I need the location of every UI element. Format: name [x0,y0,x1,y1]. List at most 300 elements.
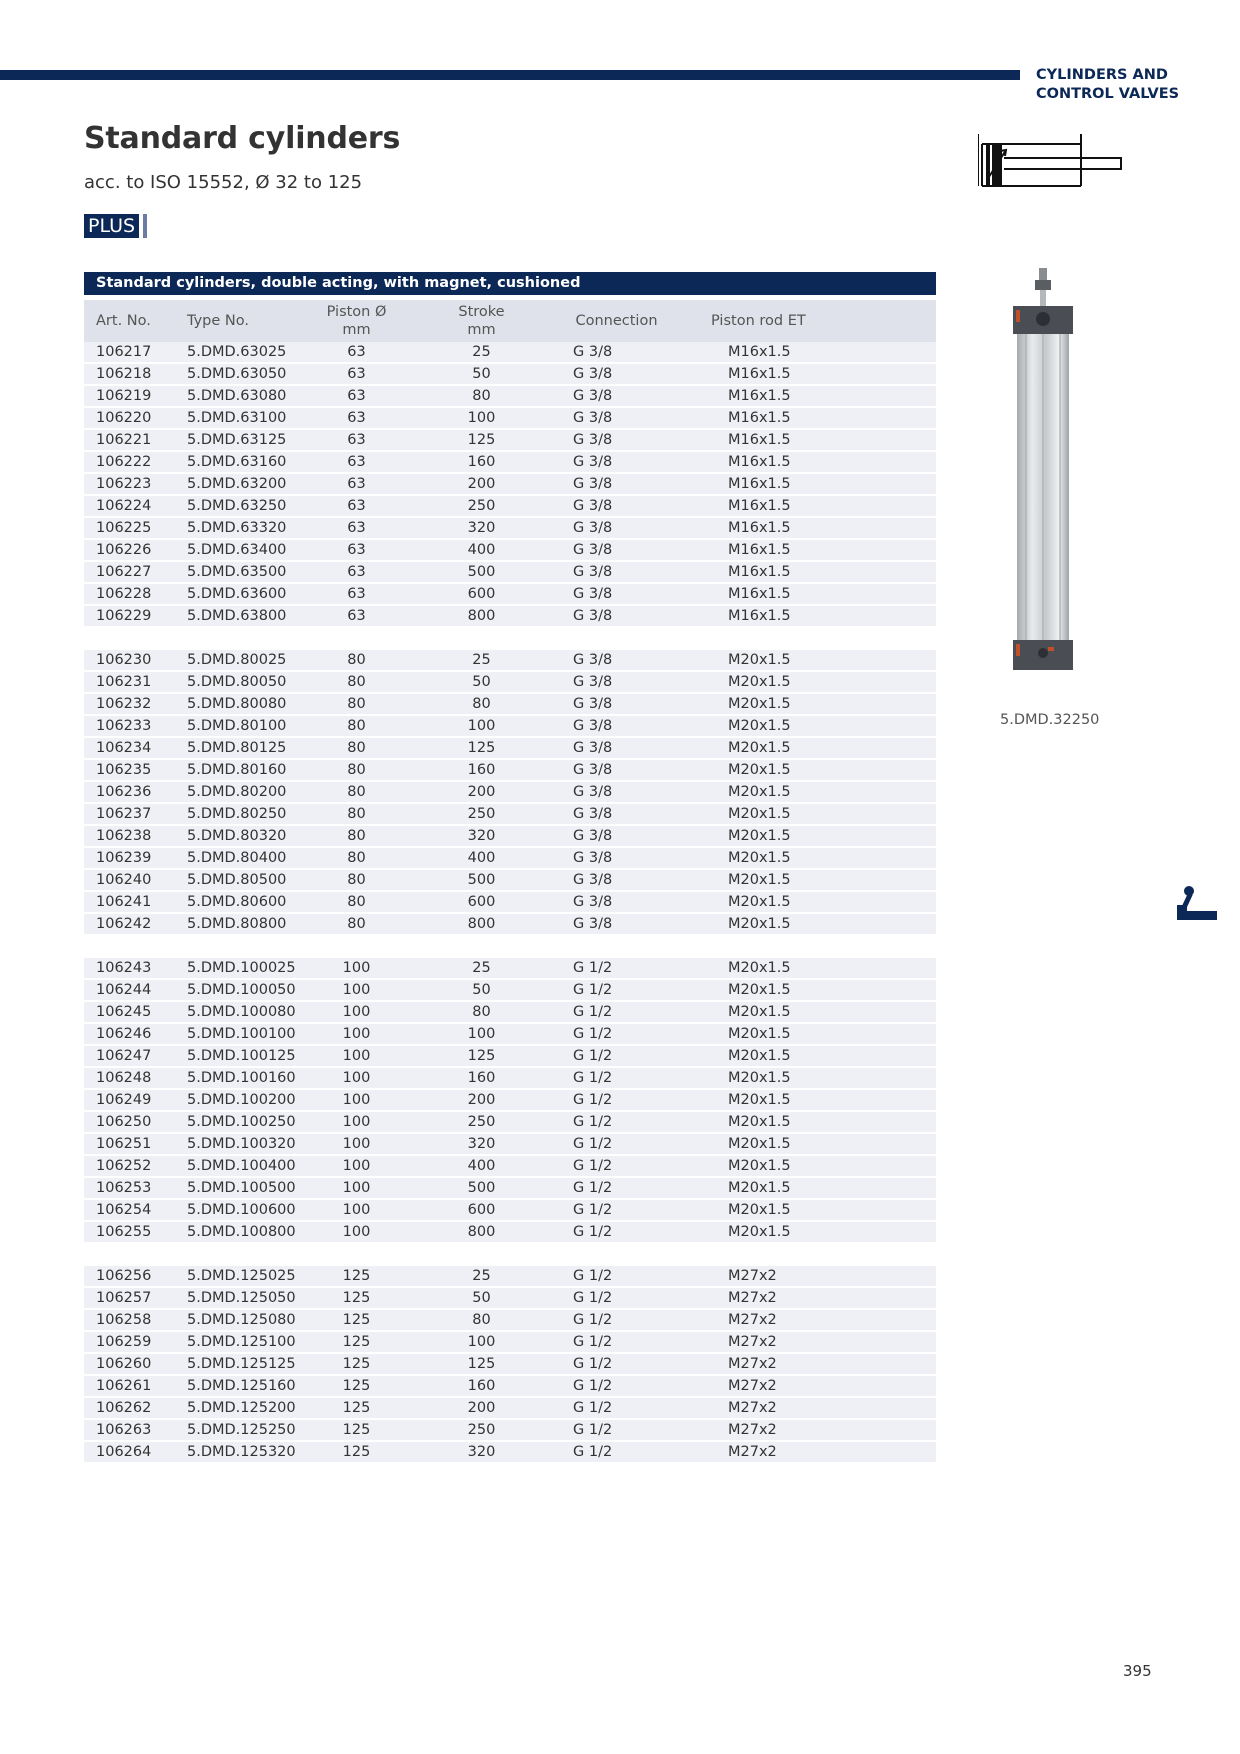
cell-piston-rod: M20x1.5 [689,1068,936,1090]
cell-piston-rod: M16x1.5 [689,430,936,452]
cell-connection: G 1/2 [544,1398,689,1420]
col-header-piston-rod: Piston rod ET [689,295,936,342]
table-row [84,1222,936,1244]
cell-piston-diameter: 100 [294,1222,419,1244]
col-header-piston [294,295,419,342]
cell-type-no: 5.DMD.100400 [179,1156,294,1178]
cell-connection: G 3/8 [544,496,689,518]
col-header-art-no: Art. No. [84,295,179,342]
cell-piston-diameter: 63 [294,496,419,518]
cell-type-no: 5.DMD.63160 [179,452,294,474]
cell-stroke: 160 [419,452,544,474]
cell-art-no: 106221 [84,430,179,452]
table-row [84,364,936,386]
table-row [84,1178,936,1200]
table-row [84,738,936,760]
col-header-piston-line2: mm [342,322,371,338]
cell-piston-diameter: 80 [294,870,419,892]
table-row [84,716,936,738]
cell-piston-rod: M27x2 [689,1288,936,1310]
cell-connection: G 1/2 [544,1288,689,1310]
table-row [84,496,936,518]
cell-stroke: 160 [419,760,544,782]
cell-piston-rod: M20x1.5 [689,980,936,1002]
cell-type-no: 5.DMD.100050 [179,980,294,1002]
cell-stroke: 160 [419,1376,544,1398]
cell-type-no: 5.DMD.100320 [179,1134,294,1156]
cell-piston-rod: M27x2 [689,1376,936,1398]
cell-connection: G 3/8 [544,474,689,496]
cell-connection: G 3/8 [544,342,689,364]
cell-stroke: 50 [419,672,544,694]
cell-stroke: 500 [419,870,544,892]
cell-piston-diameter: 100 [294,1200,419,1222]
cell-connection: G 3/8 [544,804,689,826]
table-row [84,672,936,694]
cell-connection: G 3/8 [544,738,689,760]
cell-stroke: 200 [419,1398,544,1420]
cell-type-no: 5.DMD.80100 [179,716,294,738]
cell-art-no: 106258 [84,1310,179,1332]
cell-art-no: 106249 [84,1090,179,1112]
cell-type-no: 5.DMD.80250 [179,804,294,826]
table-row [84,870,936,892]
cell-stroke: 800 [419,1222,544,1244]
cell-piston-rod: M16x1.5 [689,606,936,628]
cell-type-no: 5.DMD.125050 [179,1288,294,1310]
plus-badge-label: PLUS [84,214,139,238]
cell-piston-diameter: 63 [294,342,419,364]
cell-piston-rod: M20x1.5 [689,716,936,738]
table-row [84,1288,936,1310]
cell-type-no: 5.DMD.100160 [179,1068,294,1090]
table-row [84,452,936,474]
table-row [84,606,936,628]
cell-piston-diameter: 125 [294,1376,419,1398]
cell-connection: G 1/2 [544,1266,689,1288]
page-subtitle: acc. to ISO 15552, Ø 32 to 125 [84,172,363,193]
plus-badge [84,214,147,238]
table-body [84,342,936,1464]
cell-type-no: 5.DMD.100100 [179,1024,294,1046]
cell-connection: G 1/2 [544,1068,689,1090]
cell-piston-diameter: 63 [294,518,419,540]
cell-piston-rod: M20x1.5 [689,1200,936,1222]
cell-connection: G 1/2 [544,1134,689,1156]
cell-stroke: 25 [419,1266,544,1288]
cell-piston-rod: M16x1.5 [689,452,936,474]
table-row [84,914,936,936]
table-row [84,386,936,408]
cell-piston-rod: M20x1.5 [689,1112,936,1134]
cell-piston-rod: M20x1.5 [689,1178,936,1200]
cell-piston-diameter: 125 [294,1288,419,1310]
cell-piston-diameter: 63 [294,386,419,408]
cell-type-no: 5.DMD.100600 [179,1200,294,1222]
cell-piston-rod: M16x1.5 [689,496,936,518]
product-table [84,295,936,1464]
cell-piston-diameter: 80 [294,760,419,782]
cell-type-no: 5.DMD.125100 [179,1332,294,1354]
cell-piston-rod: M20x1.5 [689,1156,936,1178]
cell-piston-diameter: 80 [294,782,419,804]
cell-art-no: 106220 [84,408,179,430]
cell-stroke: 400 [419,1156,544,1178]
cell-type-no: 5.DMD.80080 [179,694,294,716]
cell-art-no: 106260 [84,1354,179,1376]
cell-piston-diameter: 100 [294,1090,419,1112]
cell-piston-rod: M20x1.5 [689,870,936,892]
cell-type-no: 5.DMD.63400 [179,540,294,562]
cell-stroke: 125 [419,1354,544,1376]
cell-type-no: 5.DMD.63100 [179,408,294,430]
cell-art-no: 106229 [84,606,179,628]
cell-stroke: 320 [419,518,544,540]
cell-piston-rod: M20x1.5 [689,782,936,804]
cell-piston-diameter: 100 [294,1068,419,1090]
cell-piston-rod: M16x1.5 [689,584,936,606]
cell-type-no: 5.DMD.80800 [179,914,294,936]
cell-stroke: 25 [419,342,544,364]
cell-connection: G 1/2 [544,1200,689,1222]
cell-piston-rod: M27x2 [689,1354,936,1376]
cell-stroke: 400 [419,848,544,870]
cell-connection: G 1/2 [544,1090,689,1112]
cell-art-no: 106253 [84,1178,179,1200]
cell-art-no: 106222 [84,452,179,474]
cell-stroke: 80 [419,1310,544,1332]
cell-type-no: 5.DMD.63080 [179,386,294,408]
cell-type-no: 5.DMD.80025 [179,650,294,672]
table-row [84,1354,936,1376]
cell-piston-diameter: 63 [294,364,419,386]
cell-connection: G 3/8 [544,826,689,848]
cell-piston-diameter: 100 [294,1156,419,1178]
cell-art-no: 106259 [84,1332,179,1354]
cell-stroke: 200 [419,474,544,496]
col-header-type-no: Type No. [179,295,294,342]
table-row [84,540,936,562]
table-row [84,1134,936,1156]
cell-connection: G 3/8 [544,584,689,606]
cell-type-no: 5.DMD.100500 [179,1178,294,1200]
cell-stroke: 50 [419,1288,544,1310]
cell-type-no: 5.DMD.63050 [179,364,294,386]
cell-stroke: 320 [419,1134,544,1156]
cell-type-no: 5.DMD.125025 [179,1266,294,1288]
cell-type-no: 5.DMD.80500 [179,870,294,892]
cell-piston-rod: M20x1.5 [689,1002,936,1024]
table-row [84,1002,936,1024]
cell-piston-rod: M20x1.5 [689,958,936,980]
cell-stroke: 100 [419,716,544,738]
cell-connection: G 1/2 [544,1222,689,1244]
cell-connection: G 1/2 [544,980,689,1002]
cell-stroke: 600 [419,584,544,606]
cell-art-no: 106231 [84,672,179,694]
cell-stroke: 125 [419,738,544,760]
col-header-stroke [419,295,544,342]
cell-connection: G 3/8 [544,892,689,914]
col-header-piston-line1: Piston Ø [326,304,387,320]
cell-type-no: 5.DMD.80400 [179,848,294,870]
cell-piston-rod: M20x1.5 [689,1090,936,1112]
section-label [1036,66,1236,104]
cell-piston-rod: M16x1.5 [689,386,936,408]
cell-art-no: 106252 [84,1156,179,1178]
cell-piston-diameter: 125 [294,1442,419,1464]
table-row [84,430,936,452]
cell-piston-rod: M27x2 [689,1310,936,1332]
cell-piston-rod: M20x1.5 [689,1134,936,1156]
cell-art-no: 106251 [84,1134,179,1156]
table-row [84,1156,936,1178]
cell-piston-rod: M20x1.5 [689,892,936,914]
cell-piston-rod: M16x1.5 [689,474,936,496]
cell-art-no: 106261 [84,1376,179,1398]
plus-badge-bar [143,214,147,238]
cell-piston-diameter: 63 [294,430,419,452]
cell-piston-diameter: 125 [294,1354,419,1376]
cell-art-no: 106247 [84,1046,179,1068]
product-table-section [84,272,936,1464]
cell-piston-diameter: 80 [294,650,419,672]
cell-piston-diameter: 125 [294,1310,419,1332]
cell-connection: G 1/2 [544,1332,689,1354]
cell-connection: G 3/8 [544,386,689,408]
cell-connection: G 3/8 [544,672,689,694]
cell-type-no: 5.DMD.100125 [179,1046,294,1068]
cell-stroke: 125 [419,430,544,452]
page-number: 395 [1123,1662,1152,1680]
cell-piston-rod: M20x1.5 [689,1024,936,1046]
table-row [84,694,936,716]
cell-stroke: 800 [419,914,544,936]
cell-art-no: 106225 [84,518,179,540]
cell-piston-diameter: 80 [294,694,419,716]
cell-connection: G 3/8 [544,782,689,804]
table-row [84,980,936,1002]
cell-type-no: 5.DMD.100025 [179,958,294,980]
cell-connection: G 3/8 [544,914,689,936]
cell-piston-diameter: 63 [294,606,419,628]
cell-art-no: 106226 [84,540,179,562]
table-header-row [84,295,936,342]
cell-art-no: 106239 [84,848,179,870]
cell-stroke: 600 [419,892,544,914]
cell-piston-diameter: 80 [294,738,419,760]
table-row [84,1068,936,1090]
cell-art-no: 106218 [84,364,179,386]
cell-connection: G 3/8 [544,694,689,716]
cell-piston-diameter: 100 [294,1178,419,1200]
cell-type-no: 5.DMD.100800 [179,1222,294,1244]
cell-stroke: 250 [419,1112,544,1134]
cell-art-no: 106234 [84,738,179,760]
cell-piston-rod: M20x1.5 [689,914,936,936]
table-row [84,1090,936,1112]
cell-piston-diameter: 80 [294,804,419,826]
cell-piston-rod: M16x1.5 [689,540,936,562]
cylinder-product-photo [1008,268,1078,703]
photo-caption: 5.DMD.32250 [1000,712,1100,728]
col-header-connection: Connection [544,295,689,342]
cell-piston-rod: M27x2 [689,1266,936,1288]
cell-stroke: 600 [419,1200,544,1222]
cell-connection: G 1/2 [544,1156,689,1178]
cell-type-no: 5.DMD.125250 [179,1420,294,1442]
cell-art-no: 106256 [84,1266,179,1288]
group-spacer [84,628,936,650]
table-row [84,804,936,826]
group-spacer [84,1244,936,1266]
cell-stroke: 500 [419,562,544,584]
cell-stroke: 25 [419,958,544,980]
cell-art-no: 106255 [84,1222,179,1244]
cell-piston-rod: M20x1.5 [689,672,936,694]
cell-piston-rod: M16x1.5 [689,364,936,386]
cell-piston-rod: M27x2 [689,1420,936,1442]
cell-piston-diameter: 100 [294,980,419,1002]
cell-stroke: 200 [419,782,544,804]
cell-piston-diameter: 125 [294,1266,419,1288]
cell-connection: G 3/8 [544,540,689,562]
table-row [84,342,936,364]
table-row [84,1112,936,1134]
cell-art-no: 106232 [84,694,179,716]
cell-piston-rod: M20x1.5 [689,804,936,826]
table-row [84,562,936,584]
cell-art-no: 106254 [84,1200,179,1222]
cell-stroke: 80 [419,694,544,716]
cell-art-no: 106263 [84,1420,179,1442]
cell-art-no: 106246 [84,1024,179,1046]
cell-art-no: 106242 [84,914,179,936]
cell-art-no: 106224 [84,496,179,518]
cell-piston-diameter: 63 [294,452,419,474]
cell-stroke: 400 [419,540,544,562]
cell-piston-diameter: 63 [294,474,419,496]
cell-piston-diameter: 100 [294,1024,419,1046]
cell-type-no: 5.DMD.80050 [179,672,294,694]
cell-piston-rod: M20x1.5 [689,760,936,782]
cell-piston-diameter: 80 [294,892,419,914]
table-row [84,1376,936,1398]
cell-piston-diameter: 100 [294,1002,419,1024]
cell-type-no: 5.DMD.80125 [179,738,294,760]
table-row [84,1310,936,1332]
cell-piston-diameter: 63 [294,540,419,562]
cell-art-no: 106243 [84,958,179,980]
cell-type-no: 5.DMD.63600 [179,584,294,606]
cell-type-no: 5.DMD.80160 [179,760,294,782]
col-header-stroke-line2: mm [467,322,496,338]
header-bar [0,70,1020,80]
cell-art-no: 106262 [84,1398,179,1420]
cell-piston-diameter: 63 [294,408,419,430]
cell-type-no: 5.DMD.125080 [179,1310,294,1332]
table-title: Standard cylinders, double acting, with magnet, cushioned [84,272,936,295]
cell-stroke: 800 [419,606,544,628]
cell-type-no: 5.DMD.125200 [179,1398,294,1420]
table-row [84,958,936,980]
cell-art-no: 106238 [84,826,179,848]
cell-piston-rod: M27x2 [689,1398,936,1420]
cell-type-no: 5.DMD.125320 [179,1442,294,1464]
cell-art-no: 106250 [84,1112,179,1134]
cylinder-symbol-icon [978,130,1128,192]
cell-piston-diameter: 80 [294,672,419,694]
cell-stroke: 250 [419,1420,544,1442]
cell-piston-diameter: 125 [294,1398,419,1420]
cell-connection: G 3/8 [544,364,689,386]
cell-connection: G 1/2 [544,1420,689,1442]
cell-stroke: 50 [419,980,544,1002]
cell-art-no: 106241 [84,892,179,914]
cell-connection: G 3/8 [544,606,689,628]
cell-art-no: 106219 [84,386,179,408]
cell-connection: G 3/8 [544,408,689,430]
cell-connection: G 3/8 [544,452,689,474]
cell-art-no: 106245 [84,1002,179,1024]
cell-piston-rod: M16x1.5 [689,408,936,430]
cell-piston-rod: M20x1.5 [689,848,936,870]
cell-stroke: 100 [419,408,544,430]
cell-type-no: 5.DMD.80200 [179,782,294,804]
section-label-line1: CYLINDERS AND [1036,67,1168,83]
cell-stroke: 320 [419,1442,544,1464]
lever-valve-icon [1175,885,1219,921]
table-row [84,518,936,540]
cell-art-no: 106236 [84,782,179,804]
table-row [84,760,936,782]
table-row [84,1442,936,1464]
table-row [84,848,936,870]
group-spacer [84,936,936,958]
cell-stroke: 250 [419,804,544,826]
cell-piston-diameter: 80 [294,716,419,738]
cell-art-no: 106248 [84,1068,179,1090]
cell-type-no: 5.DMD.63500 [179,562,294,584]
table-row [84,408,936,430]
cell-art-no: 106230 [84,650,179,672]
cell-stroke: 100 [419,1024,544,1046]
cell-type-no: 5.DMD.63025 [179,342,294,364]
cell-art-no: 106257 [84,1288,179,1310]
cell-connection: G 3/8 [544,518,689,540]
table-row [84,1398,936,1420]
cell-connection: G 1/2 [544,1002,689,1024]
cell-art-no: 106235 [84,760,179,782]
cell-piston-diameter: 80 [294,826,419,848]
cell-connection: G 3/8 [544,870,689,892]
cell-type-no: 5.DMD.100200 [179,1090,294,1112]
cell-connection: G 3/8 [544,650,689,672]
cell-type-no: 5.DMD.80600 [179,892,294,914]
cell-connection: G 1/2 [544,958,689,980]
cell-piston-rod: M27x2 [689,1332,936,1354]
cell-type-no: 5.DMD.100250 [179,1112,294,1134]
page-title: Standard cylinders [84,121,401,156]
cell-piston-rod: M20x1.5 [689,694,936,716]
cell-type-no: 5.DMD.63125 [179,430,294,452]
cell-type-no: 5.DMD.80320 [179,826,294,848]
cell-stroke: 80 [419,386,544,408]
cell-piston-rod: M20x1.5 [689,1046,936,1068]
cell-piston-rod: M20x1.5 [689,826,936,848]
cell-stroke: 50 [419,364,544,386]
cell-piston-diameter: 100 [294,958,419,980]
